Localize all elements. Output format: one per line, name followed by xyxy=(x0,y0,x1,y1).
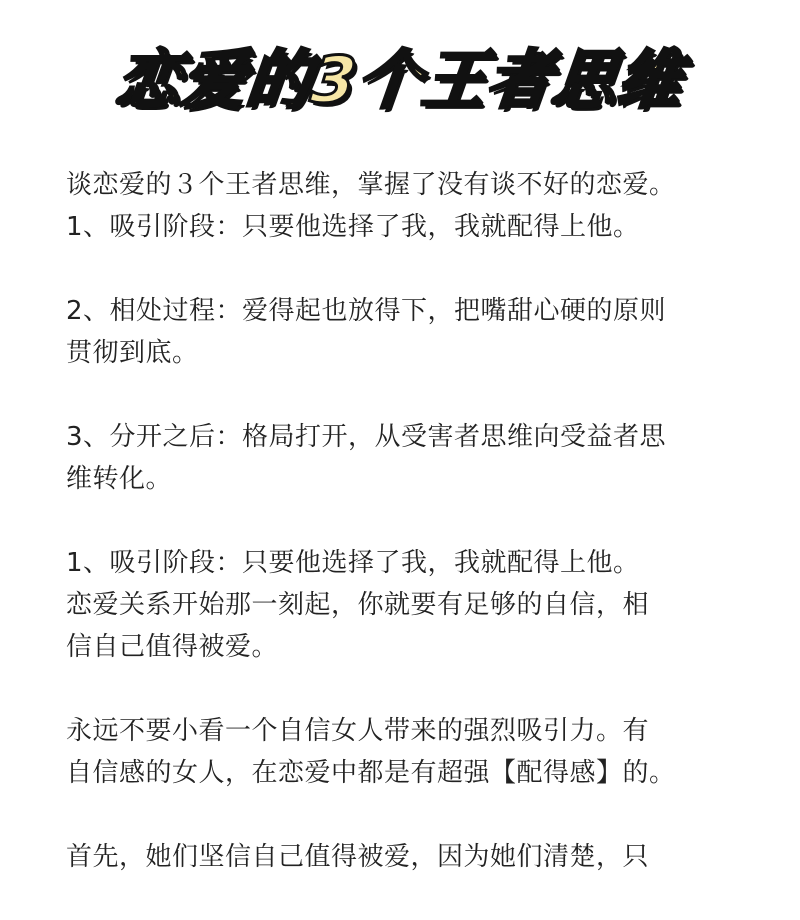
paragraph xyxy=(66,164,746,248)
paragraph xyxy=(66,836,746,878)
paragraph xyxy=(66,416,746,500)
text-line: 恋爱关系开始那一刻起，你就要有足够的自信，相 xyxy=(66,590,650,620)
text-line: 首先，她们坚信自己值得被爱，因为她们清楚，只 xyxy=(66,842,650,872)
text-line: 贯彻到底。 xyxy=(66,338,199,368)
text-line: 1、吸引阶段：只要他选择了我，我就配得上他。 xyxy=(66,212,640,242)
text-line: 自信感的女人，在恋爱中都是有超强【配得感】的。 xyxy=(66,758,676,788)
text-line: 信自己值得被爱。 xyxy=(66,632,279,662)
text-line: 2、相处过程：爱得起也放得下，把嘴甜心硬的原则 xyxy=(66,296,667,326)
paragraph xyxy=(66,542,746,668)
text-line: 维转化。 xyxy=(66,464,173,494)
text-line: 永远不要小看一个自信女人带来的强烈吸引力。有 xyxy=(66,716,650,746)
text-line: 谈恋爱的３个王者思维，掌握了没有谈不好的恋爱。 xyxy=(66,170,676,200)
text-line: 1、吸引阶段：只要他选择了我，我就配得上他。 xyxy=(66,548,640,578)
text-line: 3、分开之后：格局打开，从受害者思维向受益者思 xyxy=(66,422,667,452)
paragraph xyxy=(66,290,746,374)
page-title: 恋爱的3个王者思维 xyxy=(112,44,687,118)
paragraph xyxy=(66,710,746,794)
title-banner xyxy=(0,30,800,120)
article-body xyxy=(66,164,746,920)
